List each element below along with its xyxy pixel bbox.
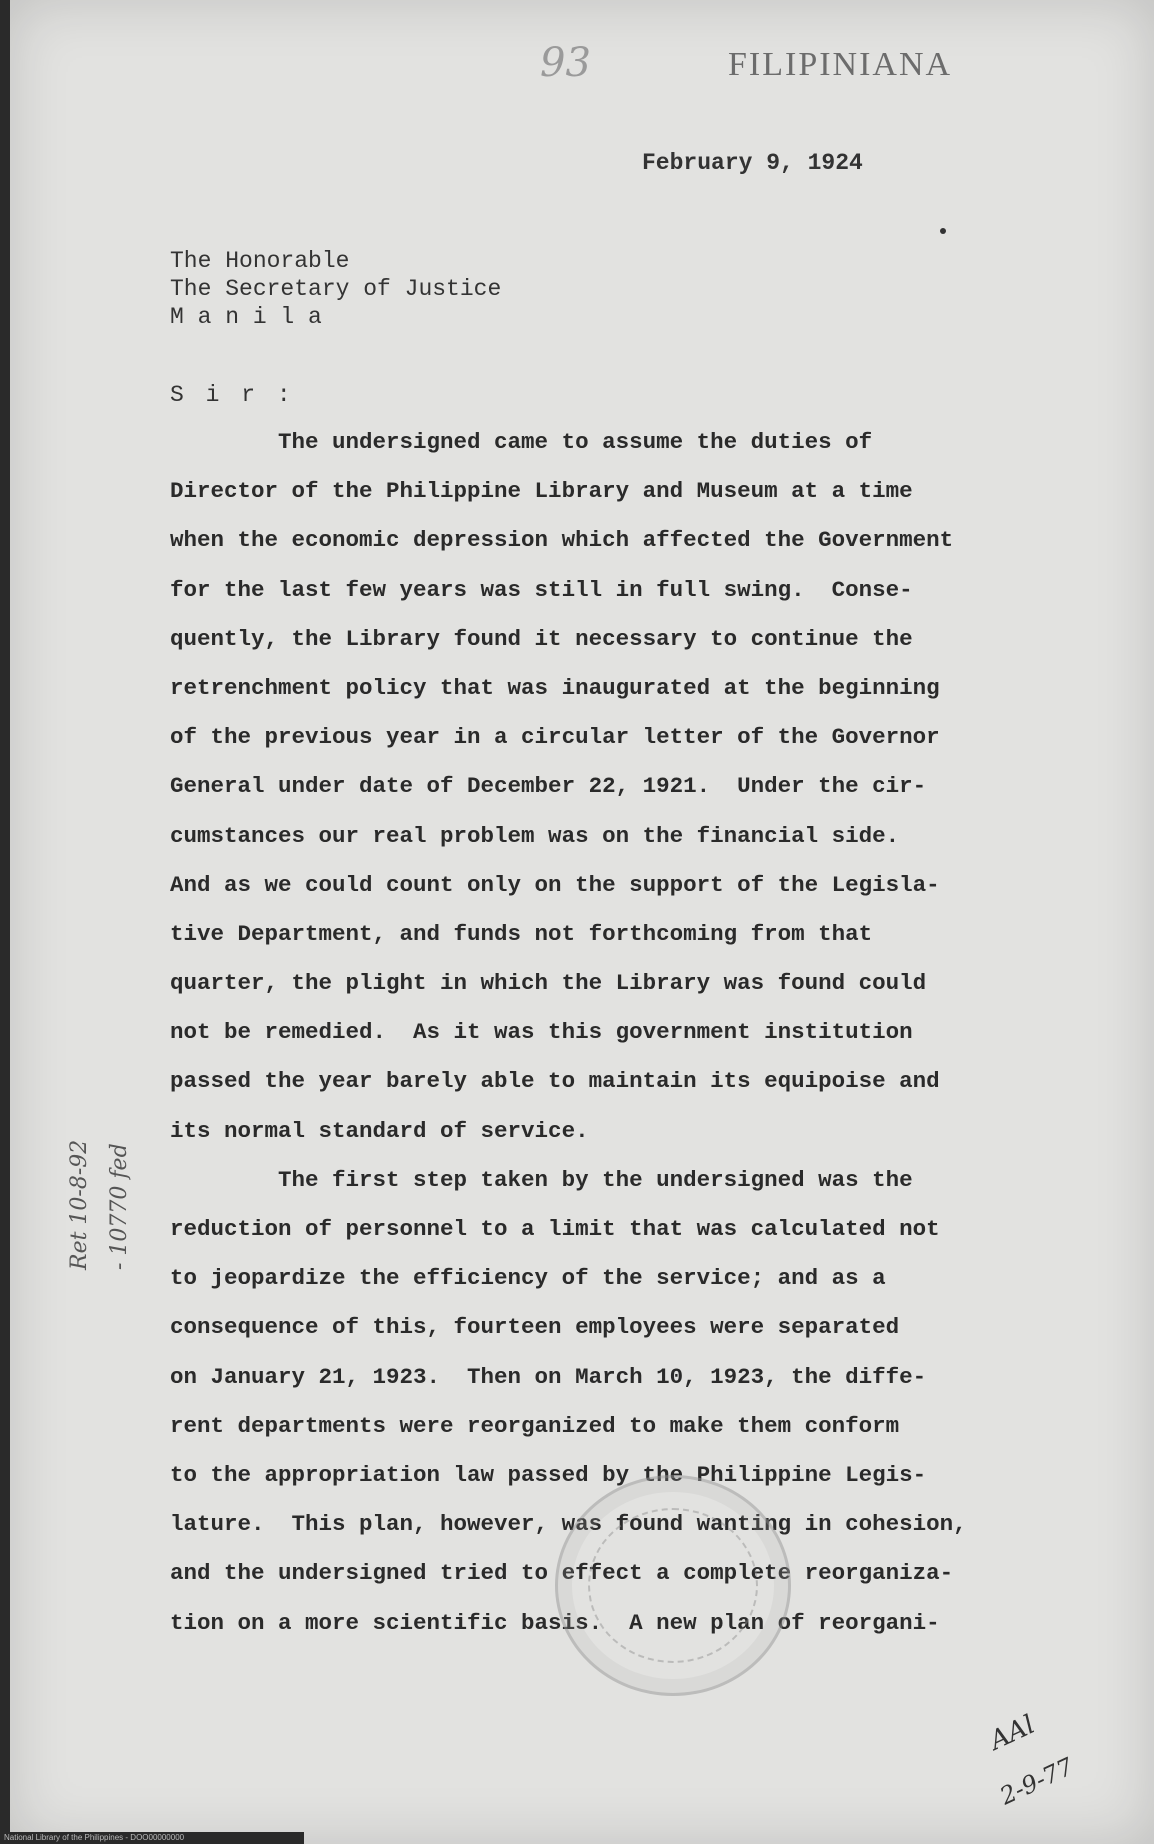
initials-line2: 2-9-77 [995, 1752, 1078, 1811]
address-line: M a n i l a [170, 304, 322, 330]
body-line: cumstances our real problem was on the financial side. [170, 822, 900, 849]
recipient-address [170, 248, 501, 332]
body-line: tion on a more scientific basis. A new plan of reorgani- [170, 1609, 940, 1636]
body-line: when the economic depression which affected the Government [170, 527, 954, 554]
body-line: General under date of December 22, 1921. Under the cir- [170, 773, 927, 800]
body-line: and the undersigned tried to effect a complete reorganiza- [170, 1560, 954, 1587]
body-line: consequence of this, fourteen employees were separated [170, 1314, 900, 1341]
address-line: The Secretary of Justice [170, 276, 502, 302]
body-line: not be remedied. As it was this government institution [170, 1019, 913, 1046]
body-line: The first step taken by the undersigned was the [170, 1166, 913, 1193]
body-line: And as we could count only on the support of the Legisla- [170, 871, 940, 898]
body-line: to jeopardize the efficiency of the service; and as a [170, 1265, 886, 1292]
body-line: The undersigned came to assume the duties of [170, 429, 873, 455]
initials-line1: AAl [985, 1710, 1040, 1757]
letter-date: February 9, 1924 [642, 150, 863, 176]
body-line: tive Department, and funds not forthcoming from that [170, 920, 873, 947]
body-line: retrenchment policy that was inaugurated at the beginning [170, 674, 940, 701]
embossed-seal [555, 1475, 791, 1696]
handwritten-initials [985, 1710, 1135, 1820]
body-line: for the last few years was still in full swing. Conse- [170, 576, 913, 603]
address-line: The Honorable [170, 248, 350, 274]
document-page [10, 0, 1154, 1844]
margin-note-line2: - 10770 fed [107, 1143, 132, 1270]
archive-footer: National Library of the Philippines - DOO00000000 [0, 1832, 304, 1844]
margin-note-svg [46, 1020, 166, 1280]
salutation: S i r : [170, 382, 295, 408]
body-line: quarter, the plight in which the Library was found could [170, 970, 927, 997]
letter-body [170, 418, 967, 1648]
body-line: to the appropriation law passed by the Philippine Legis- [170, 1461, 927, 1488]
body-line: of the previous year in a circular letter of the Governor [170, 724, 940, 751]
seal-inner-ring [588, 1508, 758, 1663]
initials-svg [985, 1710, 1135, 1820]
body-line: its normal standard of service. [170, 1117, 589, 1144]
page-number-mark: 93 [540, 40, 591, 86]
body-line: on January 21, 1923. Then on March 10, 1923, the diffe- [170, 1363, 927, 1390]
body-line: passed the year barely able to maintain its equipoise and [170, 1068, 940, 1095]
body-line: quently, the Library found it necessary to continue the [170, 625, 913, 652]
filipiniana-stamp: FILIPINIANA [728, 46, 953, 83]
margin-note-line1: Ret 10-8-92 [67, 1139, 92, 1270]
body-line: rent departments were reorganized to make them conform [170, 1412, 900, 1439]
body-line: lature. This plan, however, was found wanting in cohesion, [170, 1511, 967, 1538]
ink-dot [940, 228, 946, 234]
body-line: Director of the Philippine Library and Museum at a time [170, 478, 913, 505]
margin-handwritten-note [46, 1020, 166, 1280]
body-line: reduction of personnel to a limit that was calculated not [170, 1216, 940, 1242]
